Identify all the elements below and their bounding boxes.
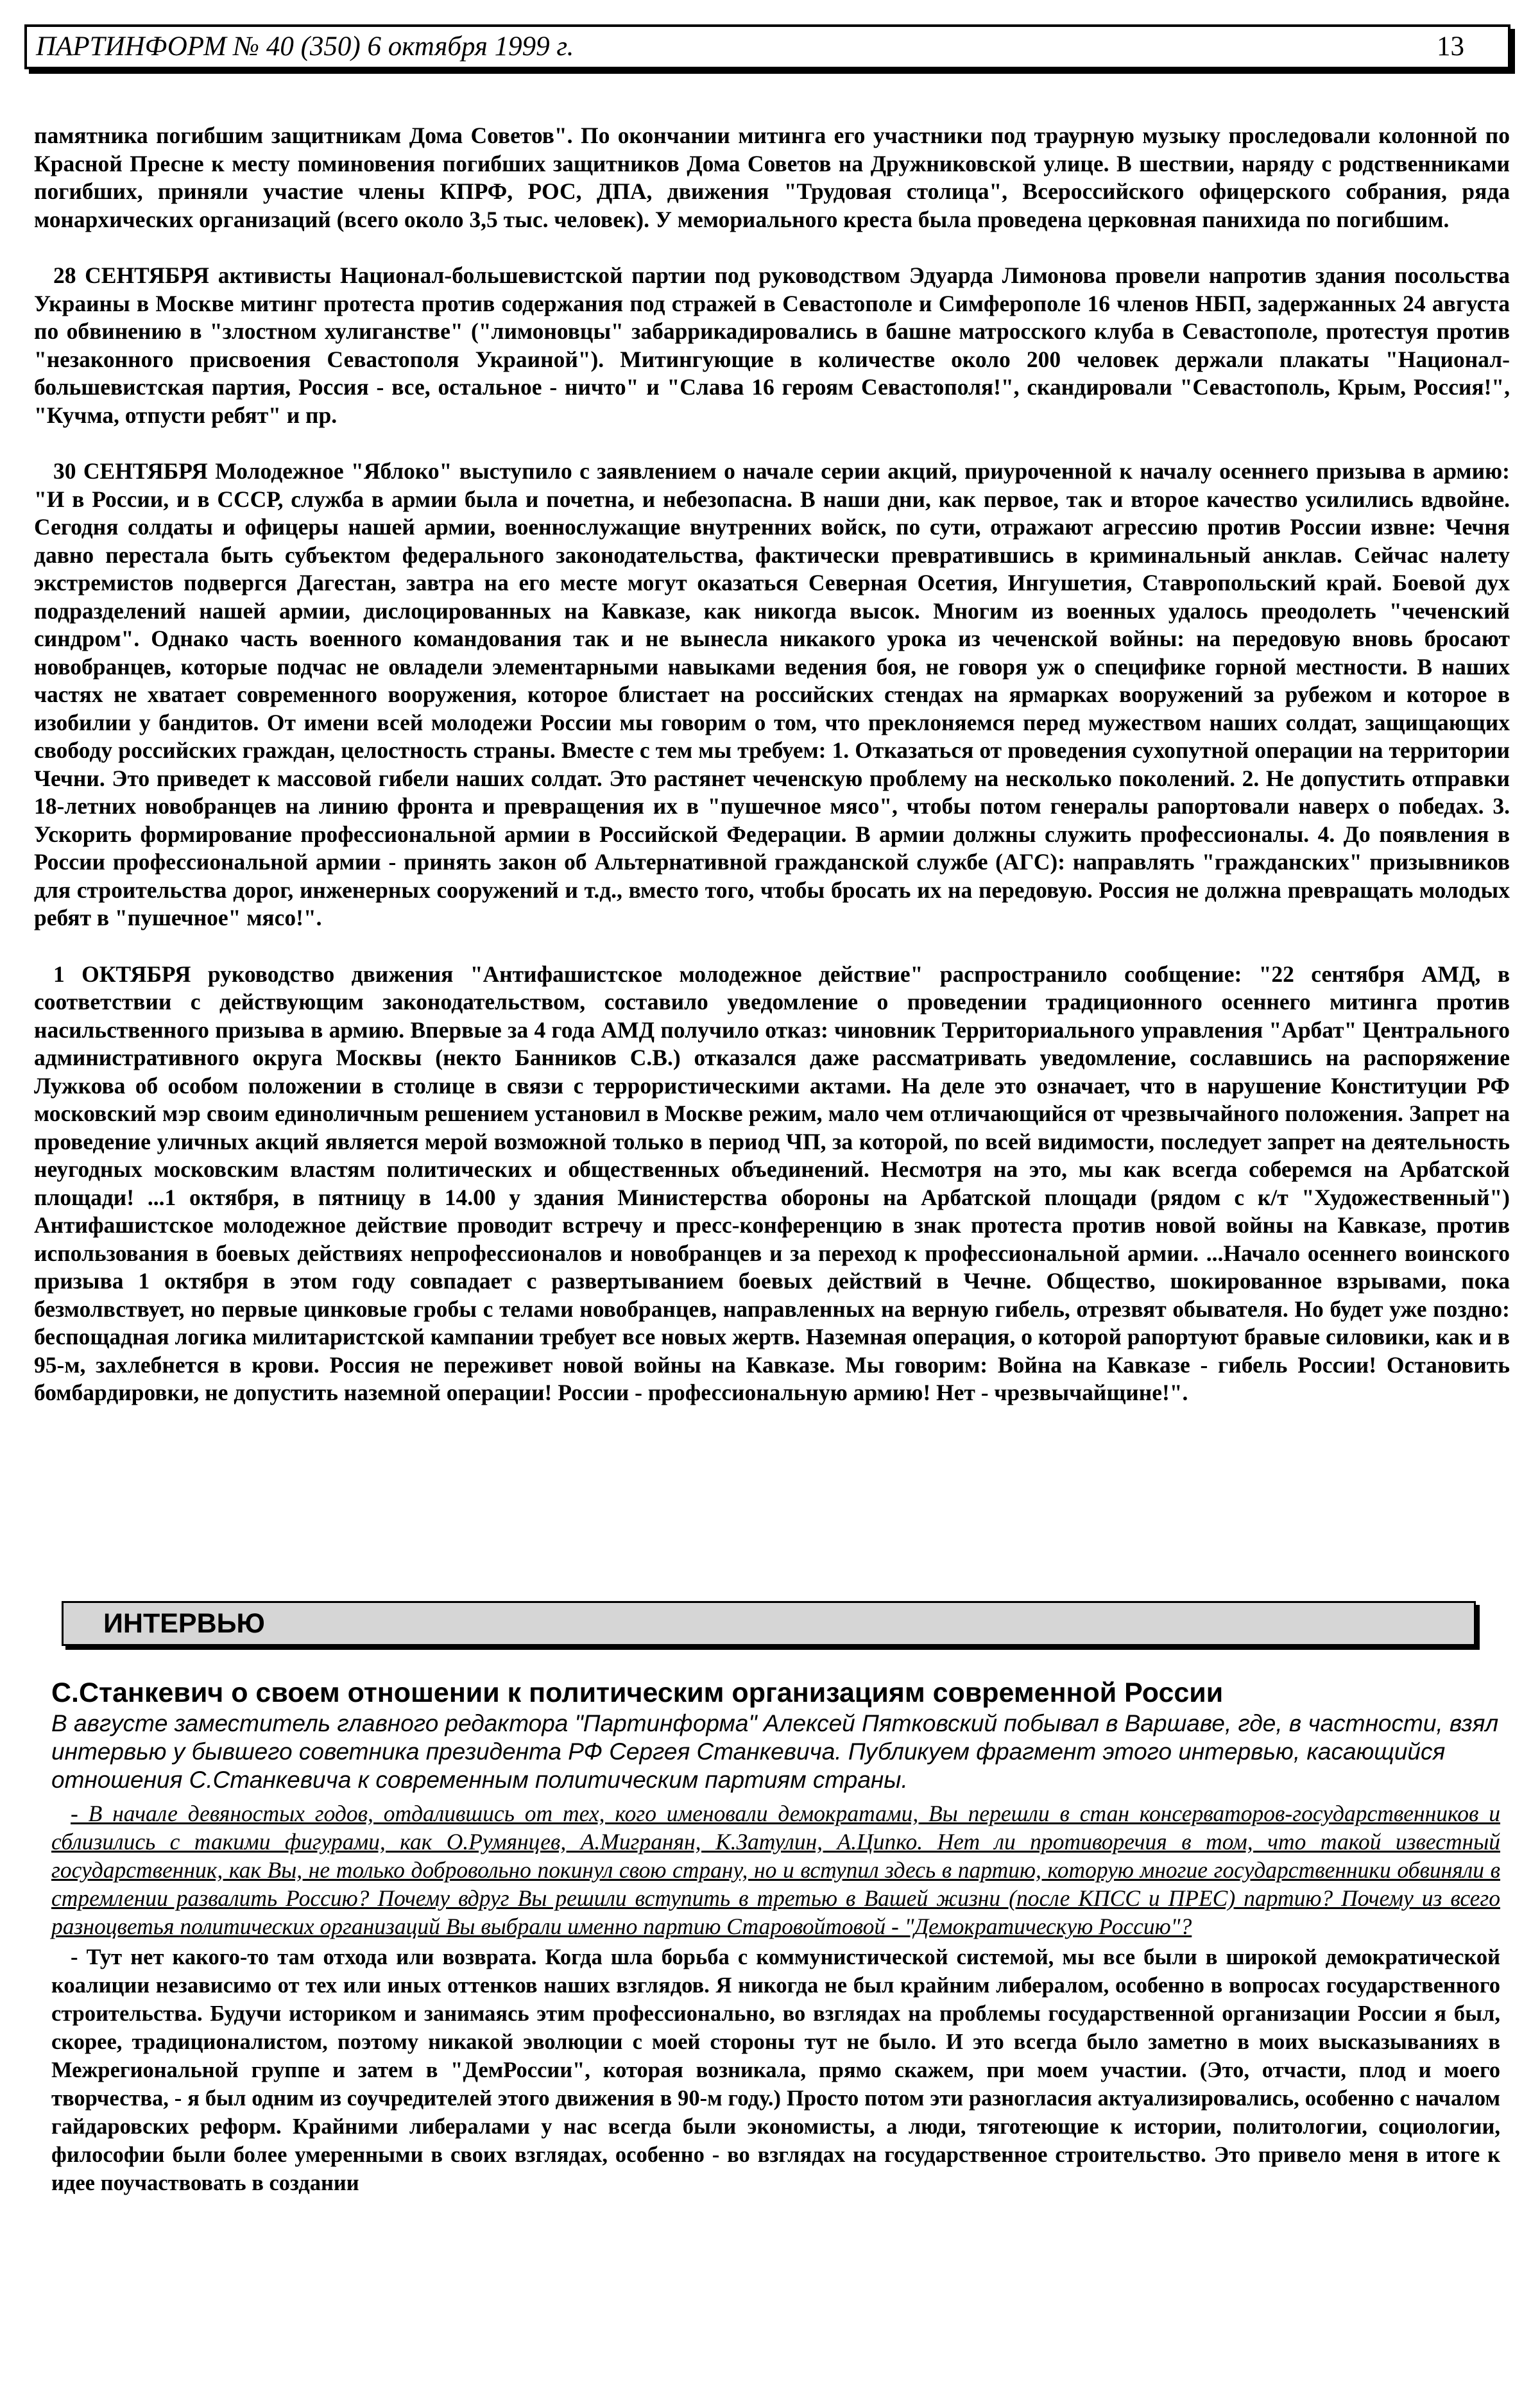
interview-article: [51, 1676, 1500, 2197]
page-number: 13: [1437, 31, 1464, 62]
page-header: [24, 24, 1510, 69]
section-label: ИНТЕРВЬЮ: [103, 1608, 265, 1639]
interview-question: - В начале девяностых годов, отдалившись от тех, кого именовали демократами, Вы перешли в стан консерваторов-государственников и сблизились с такими фигурами, как О.Румянцев, А.Мигранян, К.Затулин, А.Ципко. Нет ли противоречия в том, что такой известный государственник, как Вы, не только добровольно покинул свою страну, но и вступил здесь в партию, которую многие государственники обвиняли в стремлении развалить Россию? Почему вдруг Вы решили вступить в третью в Вашей жизни (после КПСС и ПРЕС) партию? Почему из всего разноцветья политических организаций Вы выбрали именно партию Старовойтовой - "Демократическую Россию"?: [51, 1801, 1500, 1939]
interview-answer: - Тут нет какого-то там отхода или возврата. Когда шла борьба с коммунистической системой, мы все были в широкой демократической коалиции независимо от тех или иных оттенков наших взглядов. Я никогда не был крайним либералом, особенно в вопросах государственного строительства. Будучи историком и занимаясь этим профессионально, во взглядах на проблемы государственной организации России я был, скорее, традиционалистом, поэтому никакой эволюции с моей стороны тут не было. И это всегда было заметно в моих высказываниях в Межрегиональной группе и затем в "ДемРоссии", которая возникала, прямо скажем, при моем участии. (Это, отчасти, плод и моего творчества, - я был одним из соучредителей этого движения в 90-м году.) Просто потом эти разногласия актуализировались, особенно с началом гайдаровских реформ. Крайними либералами у нас всегда были экономисты, а люди, тяготеющие к истории, политологии, социологии, философии были более умеренными в своих взглядах, особенно - во взглядах на государственное строительство. Это привело меня в итоге к идее поучаствовать в создании: [51, 1945, 1500, 2195]
news-chronicle: [34, 122, 1510, 1407]
section-header-interview: [62, 1601, 1476, 1646]
newspaper-issue-title: ПАРТИНФОРМ № 40 (350) 6 октября 1999 г.: [36, 31, 574, 62]
article-lead: В августе заместитель главного редактора "Партинформа" Алексей Пятковский побывал в Варшаве, где, в частности, взял интервью у бывшего советника президента РФ Сергея Станкевича. Публикуем фрагмент этого интервью, касающийся отношения С.Станкевича к современным политическим партиям страны.: [51, 1710, 1499, 1793]
chronicle-paragraph: 28 СЕНТЯБРЯ активисты Национал-большевистской партии под руководством Эдуарда Лимонова провели напротив здания посольства Украины в Москве митинг протеста против содержания под стражей в Севастополе и Симферополе 16 членов НБП, задержанных 24 августа по обвинению в "злостном хулиганстве" ("лимоновцы" забаррикадировались в башне матросского клуба в Севастополе, протестуя против "незаконного присвоения Севастополя Украиной"). Митингующие в количестве около 200 человек держали плакаты "Национал-большевистская партия, Россия - все, остальное - ничто" и "Слава 16 героям Севастополя!", скандировали "Севастополь, Крым, Россия!", "Кучма, отпусти ребят" и пр.: [34, 262, 1510, 428]
chronicle-paragraph: 1 ОКТЯБРЯ руководство движения "Антифашистское молодежное действие" распространило сообщение: "22 сентября АМД, в соответствии с действующим законодательством, составило уведомление о проведении традиционного осеннего митинга против насильственного призыва в армию. Впервые за 4 года АМД получило отказ: чиновник Территориального управления "Арбат" Центрального административного округа Москвы (некто Банников С.В.) отказался даже рассматривать уведомление, сославшись на распоряжение Лужкова об особом положении в столице в связи с террористическими актами. На деле это означает, что в нарушение Конституции РФ московский мэр своим единоличным решением установил в Москве режим, мало чем отличающийся от чрезвычайного положения. Запрет на проведение уличных акций является мерой возможной только в период ЧП, за которой, по всей видимости, последует запрет на деятельность неугодных московским властям политических и общественных объединений. Несмотря на это, мы как всегда соберемся на Арбатской площади! ...1 октября, в пятницу в 14.00 у здания Министерства обороны на Арбатской площади (рядом с к/т "Художественный") Антифашистское молодежное действие проводит встречу и пресс-конференцию в знак протеста против новой войны на Кавказе, против использования в боевых действиях непрофессионалов и новобранцев и за переход к профессиональной армии. ...Начало осеннего воинского призыва 1 октября в этом году совпадает с развертыванием боевых действий в Чечне. Общество, шокированное взрывами, пока безмолвствует, но первые цинковые гробы с телами новобранцев, направленных на верную гибель, отрезвят обывателя. Но будет уже поздно: беспощадная логика милитаристской кампании требует все новых жертв. Наземная операция, о которой рапортуют бравые силовики, как и в 95-м, захлебнется в крови. Россия не переживет новой войны на Кавказе. Мы говорим: Война на Кавказе - гибель России! Остановить бомбардировки, не допустить наземной операции! России - профессиональную армию! Нет - чрезвычайщине!".: [34, 961, 1510, 1405]
chronicle-paragraph: 30 СЕНТЯБРЯ Молодежное "Яблоко" выступило с заявлением о начале серии акций, приуроченной к началу осеннего призыва в армию: "И в России, и в СССР, служба в армии была и почетна, и небезопасна. В наши дни, как первое, так и второе качество усилились вдвойне. Сегодня солдаты и офицеры нашей армии, военнослужащие внутренних войск, по сути, отражают агрессию против России извне: Чечня давно перестала быть субъектом федерального законодательства, фактически превратившись в криминальный анклав. Сейчас налету экстремистов подвергся Дагестан, завтра на его месте могут оказаться Северная Осетия, Ингушетия, Ставропольский край. Боевой дух подразделений нашей армии, дислоцированных на Кавказе, как никогда высок. Многим из военных удалось преодолеть "чеченский синдром". Однако часть военного командования так и не вынесла никакого урока из чеченской войны: на передовую вновь бросают новобранцев, которые подчас не овладели элементарными навыками ведения боя, не говоря уж о специфике горной местности. В наших частях не хватает современного вооружения, которое блистает на российских стендах на ярмарках вооружений за рубежом и которое в изобилии у бандитов. От имени всей молодежи России мы говорим о том, что преклоняемся перед мужеством наших солдат, защищающих свободу российских граждан, целостность страны. Вместе с тем мы требуем: 1. Отказаться от проведения сухопутной операции на территории Чечни. Это приведет к массовой гибели наших солдат. Это растянет чеченскую проблему на несколько поколений. 2. Не допустить отправки 18-летних новобранцев на линию фронта и превращения их в "пушечное мясо", чтобы потом генералы рапортовали наверх о победах. 3. Ускорить формирование профессиональной армии в Российской Федерации. В армии должны служить профессионалы. 4. До появления в России профессиональной армии - принять закон об Альтернативной гражданской службе (АГС): направлять "гражданских" призывников для строительства дорог, инженерных сооружений и т.д., вместо того, чтобы бросать их на передовую. Россия не должна превращать молодых ребят в "пушечное" мясо!".: [34, 458, 1510, 930]
article-headline: С.Станкевич о своем отношении к политическим организациям современной России: [51, 1677, 1224, 1708]
chronicle-paragraph: памятника погибшим защитникам Дома Советов". По окончании митинга его участники под траурную музыку проследовали колонной по Красной Пресне к месту поминовения погибших защитников Дома Советов на Дружниковской улице. В шествии, наряду с родственниками погибших, приняли участие члены КПРФ, РОС, ДПА, движения "Трудовая столица", Всероссийского офицерского собрания, ряда монархических организаций (всего около 3,5 тыс. человек). У мемориального креста была проведена церковная панихида по погибшим.: [34, 123, 1510, 232]
